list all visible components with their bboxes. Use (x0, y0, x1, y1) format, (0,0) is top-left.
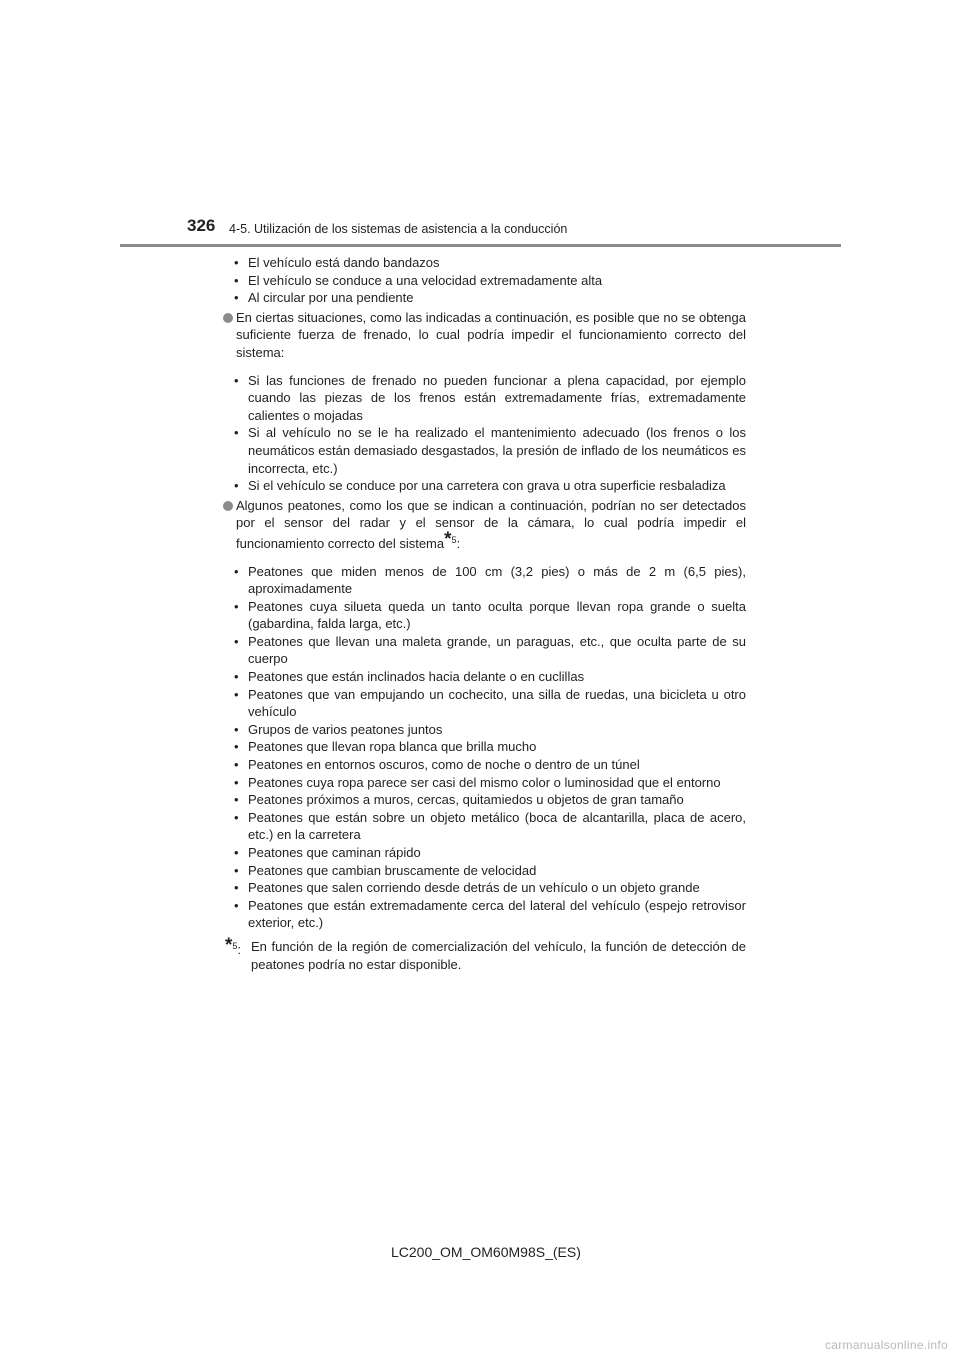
list-item: • El vehículo está dando bandazos (225, 254, 746, 272)
footnote-marker (225, 934, 242, 959)
bullet-dot-icon (223, 313, 233, 323)
paragraph-braking-text: En ciertas situaciones, como las indicadas a continuación, es posible que no se obtenga suficiente fuerza de frenado, lo cual podría impedir el funcionamiento correcto del sistema: (236, 309, 746, 360)
list-item: • Peatones cuya silueta queda un tanto oculta porque llevan ropa grande o suelta (gabardina, falda larga, etc.) (225, 598, 746, 633)
list-item: • Peatones en entornos oscuros, como de noche o dentro de un túnel (225, 756, 746, 774)
watermark: carmanualsonline.info (824, 1338, 948, 1352)
footnote-ref: 5 (451, 534, 457, 545)
list-item: • Grupos de varios peatones juntos (225, 721, 746, 739)
page-content (225, 254, 746, 973)
section-title: 4-5. Utilización de los sistemas de asistencia a la conducción (229, 222, 568, 236)
paragraph-braking (225, 309, 746, 362)
footnote (225, 934, 746, 973)
list-braking (225, 372, 746, 495)
document-code: LC200_OM_OM60M98S_(ES) (391, 1244, 581, 1260)
footnote-star: * (225, 934, 233, 956)
list-item: • Al circular por una pendiente (225, 289, 746, 307)
footnote-text: En función de la región de comercialización del vehículo, la función de detección de peatones podría no estar disponible. (251, 938, 746, 972)
list-item: • Peatones que salen corriendo desde detrás de un vehículo o un objeto grande (225, 879, 746, 897)
list-item: • El vehículo se conduce a una velocidad extremadamente alta (225, 272, 746, 290)
footnote-colon: : (237, 941, 242, 957)
paragraph-pedestrians-text: Algunos peatones, como los que se indican a continuación, podrían no ser detectados por el sensor del radar y el sensor de la cámara, lo cual podría impedir el funcionamiento correcto del sistema (236, 497, 746, 551)
list-item: • Peatones que caminan rápido (225, 844, 746, 862)
footnote-number: 5 (232, 940, 238, 951)
bullet-dot-icon (223, 501, 233, 511)
list-item: • Peatones que cambian bruscamente de velocidad (225, 862, 746, 880)
list-item: • Si el vehículo se conduce por una carretera con grava u otra superficie resbaladiza (225, 477, 746, 495)
paragraph-pedestrians (225, 497, 746, 553)
header-rule (120, 244, 841, 247)
list-pedestrians (225, 563, 746, 932)
list-item: • Si las funciones de frenado no pueden funcionar a plena capacidad, por ejemplo cuando las piezas de los frenos están extremadamente frías, extremadamente calientes o mojadas (225, 372, 746, 425)
list-item: • Peatones que están inclinados hacia delante o en cuclillas (225, 668, 746, 686)
page-number: 326 (187, 216, 216, 235)
list-item: • Peatones cuya ropa parece ser casi del mismo color o luminosidad que el entorno (225, 774, 746, 792)
list-conditions (225, 254, 746, 307)
list-item: • Si al vehículo no se le ha realizado el mantenimiento adecuado (los frenos o los neumáticos están demasiado desgastados, la presión de inflado de los neumáticos es incorrecta, etc.) (225, 424, 746, 477)
list-item: • Peatones que miden menos de 100 cm (3,2 pies) o más de 2 m (6,5 pies), aproximadamente (225, 563, 746, 598)
list-item: • Peatones que llevan ropa blanca que brilla mucho (225, 738, 746, 756)
footnote-star: * (444, 528, 452, 550)
list-item: • Peatones que llevan una maleta grande, un paraguas, etc., que oculta parte de su cuerpo (225, 633, 746, 668)
list-item: • Peatones que están extremadamente cerca del lateral del vehículo (espejo retrovisor exterior, etc.) (225, 897, 746, 932)
list-item: • Peatones que están sobre un objeto metálico (boca de alcantarilla, placa de acero, etc.) en la carretera (225, 809, 746, 844)
list-item: • Peatones que van empujando un cochecito, una silla de ruedas, una bicicleta u otro vehículo (225, 686, 746, 721)
paragraph-pedestrians-colon: : (456, 535, 461, 551)
list-item: • Peatones próximos a muros, cercas, quitamiedos u objetos de gran tamaño (225, 791, 746, 809)
